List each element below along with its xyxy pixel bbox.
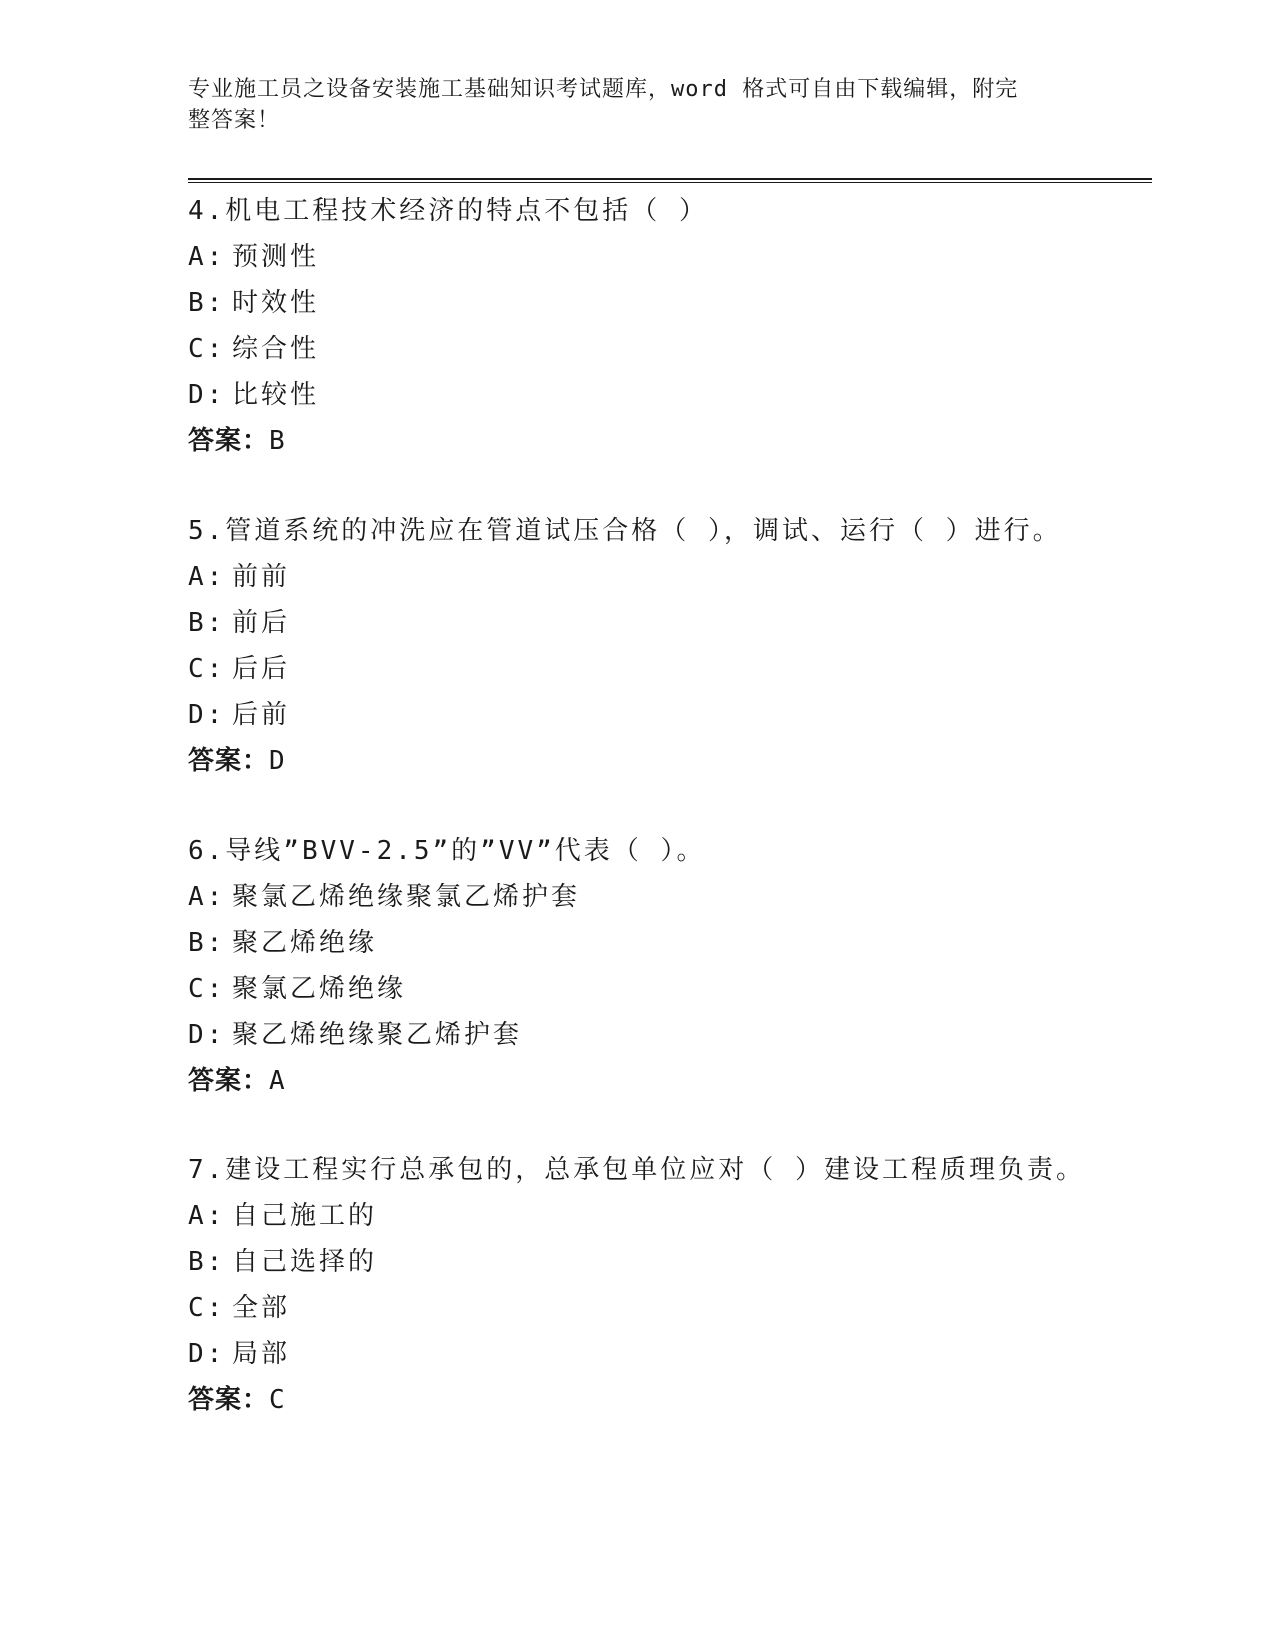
question-5 xyxy=(188,508,1148,784)
option-letter: C: xyxy=(188,654,226,684)
answer-label: 答案： xyxy=(188,1066,270,1096)
option-text: 局部 xyxy=(232,1339,291,1369)
option-text: 前后 xyxy=(232,608,291,638)
option-text: 全部 xyxy=(232,1293,291,1323)
question-title: 6.导线”BVV-2.5”的”VV”代表（ ）。 xyxy=(188,836,706,866)
option-text: 前前 xyxy=(232,562,291,592)
option-letter: A: xyxy=(188,1201,226,1231)
option-text: 聚乙烯绝缘聚乙烯护套 xyxy=(232,1020,523,1050)
answer-label: 答案： xyxy=(188,426,270,456)
question-title: 4.机电工程技术经济的特点不包括（ ） xyxy=(188,196,708,226)
option-letter: B: xyxy=(188,288,226,318)
answer-line xyxy=(188,418,1148,464)
option-letter: C: xyxy=(188,1293,226,1323)
option-b xyxy=(188,920,1148,966)
answer-line xyxy=(188,1377,1148,1423)
answer-label: 答案： xyxy=(188,1385,270,1415)
option-letter: D: xyxy=(188,1020,226,1050)
answer-value: D xyxy=(269,746,286,776)
option-b xyxy=(188,280,1148,326)
option-letter: D: xyxy=(188,380,226,410)
option-a xyxy=(188,554,1148,600)
option-text: 聚乙烯绝缘 xyxy=(232,928,378,958)
question-title: 5.管道系统的冲洗应在管道试压合格（ ），调试、运行（ ）进行。 xyxy=(188,516,1062,546)
option-c xyxy=(188,1285,1148,1331)
option-letter: D: xyxy=(188,1339,226,1369)
option-text: 综合性 xyxy=(232,334,320,364)
answer-line xyxy=(188,738,1148,784)
answer-value: A xyxy=(269,1066,286,1096)
option-b xyxy=(188,1239,1148,1285)
option-text: 比较性 xyxy=(232,380,320,410)
option-d xyxy=(188,1331,1148,1377)
option-a xyxy=(188,234,1148,280)
option-letter: A: xyxy=(188,562,226,592)
option-text: 后后 xyxy=(232,654,291,684)
option-d xyxy=(188,372,1148,418)
option-c xyxy=(188,966,1148,1012)
option-text: 后前 xyxy=(232,700,291,730)
question-7 xyxy=(188,1147,1148,1423)
option-a xyxy=(188,874,1148,920)
document-header: 专业施工员之设备安装施工基础知识考试题库，word 格式可自由下载编辑，附完 整答案！ xyxy=(188,77,1019,133)
option-c xyxy=(188,646,1148,692)
option-b xyxy=(188,600,1148,646)
answer-value: C xyxy=(269,1385,286,1415)
option-text: 聚氯乙烯绝缘聚氯乙烯护套 xyxy=(232,882,581,912)
option-letter: A: xyxy=(188,242,226,272)
header-divider xyxy=(188,178,1152,180)
option-text: 时效性 xyxy=(232,288,320,318)
option-d xyxy=(188,692,1148,738)
question-4 xyxy=(188,188,1148,464)
option-text: 聚氯乙烯绝缘 xyxy=(232,974,407,1004)
answer-line xyxy=(188,1058,1148,1104)
option-letter: A: xyxy=(188,882,226,912)
option-a xyxy=(188,1193,1148,1239)
option-text: 自己选择的 xyxy=(232,1247,378,1277)
option-letter: B: xyxy=(188,1247,226,1277)
answer-value: B xyxy=(269,426,286,456)
option-text: 预测性 xyxy=(232,242,320,272)
answer-label: 答案： xyxy=(188,746,270,776)
question-6 xyxy=(188,828,1148,1104)
option-letter: D: xyxy=(188,700,226,730)
option-d xyxy=(188,1012,1148,1058)
option-letter: C: xyxy=(188,334,226,364)
question-title: 7.建设工程实行总承包的，总承包单位应对（ ）建设工程质理负责。 xyxy=(188,1155,1085,1185)
option-letter: C: xyxy=(188,974,226,1004)
header-divider-thin xyxy=(188,182,1152,183)
option-c xyxy=(188,326,1148,372)
option-text: 自己施工的 xyxy=(232,1201,378,1231)
option-letter: B: xyxy=(188,928,226,958)
option-letter: B: xyxy=(188,608,226,638)
